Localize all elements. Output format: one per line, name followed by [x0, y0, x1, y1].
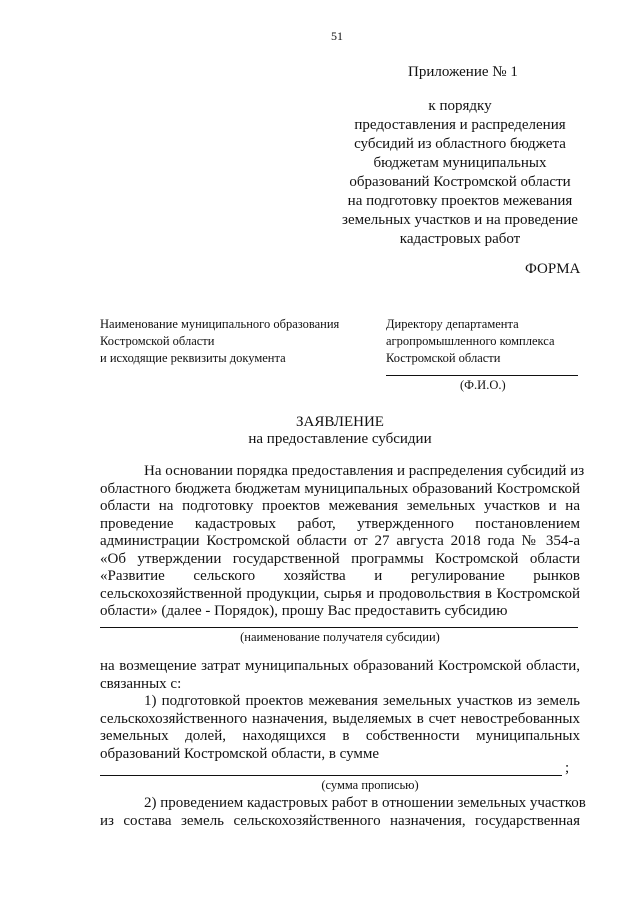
text-line: образований Костромской области, в сумме — [100, 745, 380, 762]
appendix-line: на подготовку проектов межевания — [347, 193, 573, 209]
document-subheading: на предоставление субсидии — [248, 431, 432, 447]
document-heading: ЗАЯВЛЕНИЕ — [296, 414, 384, 430]
text-line: области на подготовку проектов межевания земельных участков и на — [100, 498, 580, 514]
text-line: связанных с: — [100, 675, 182, 692]
text-line: из состава земель сельскохозяйственного назначения, государственная — [100, 812, 580, 829]
text-line: проведение кадастровых работ, утвержденного постановлением — [100, 515, 580, 532]
addressee-line: агропромышленного комплекса — [386, 334, 555, 348]
addressee — [386, 316, 555, 367]
recipient-caption: (наименование получателя субсидии) — [240, 630, 440, 644]
text-line: На основании порядка предоставления и распределения субсидий из — [144, 463, 585, 479]
semicolon: ; — [565, 760, 570, 776]
text-line: «Развитие сельского хозяйства и регулирование рынков — [100, 568, 580, 584]
addressee-line: Костромской области — [386, 351, 501, 365]
appendix-line: кадастровых работ — [399, 231, 521, 247]
sender-line: Костромской области — [100, 334, 215, 348]
text-line: областного бюджета бюджетам муниципальных образований Костромской — [100, 480, 580, 497]
appendix-reference — [340, 97, 580, 249]
sum-caption: (сумма прописью) — [321, 778, 419, 792]
appendix-line: образований Костромской области — [349, 174, 571, 190]
appendix-line: предоставления и распределения — [354, 117, 566, 133]
appendix-line: к порядку — [428, 98, 492, 114]
text-line: на возмещение затрат муниципальных образований Костромской области, — [100, 658, 580, 674]
appendix-title: Приложение № 1 — [408, 64, 518, 80]
recipient-name-line — [100, 627, 578, 628]
appendix-line: субсидий из областного бюджета — [354, 136, 566, 152]
text-line: «Об утверждении государственной программы Костромской области — [100, 550, 580, 567]
item-1 — [100, 693, 580, 763]
page-number: 51 — [331, 29, 343, 43]
text-line: области» (далее - Порядок), прошу Вас предоставить субсидию — [100, 603, 508, 619]
sender-line: Наименование муниципального образования — [100, 317, 340, 331]
text-line: 1) подготовкой проектов межевания земельных участков из земель — [144, 693, 580, 709]
text-line: земельных долей, находящихся в собственности муниципальных — [100, 728, 580, 744]
appendix-line: бюджетам муниципальных — [373, 155, 547, 171]
text-line: сельскохозяйственной продукции, сырья и продовольствия в Костромской — [100, 585, 580, 602]
sum-line — [100, 775, 562, 776]
appendix-line: земельных участков и на проведение — [342, 212, 578, 228]
form-label: ФОРМА — [525, 261, 581, 277]
text-line: администрации Костромской области от 27 августа 2018 года № 354-а — [100, 533, 580, 549]
text-line: сельскохозяйственного назначения, выделяемых в счет невостребованных — [100, 710, 580, 727]
paragraph-purpose — [100, 658, 580, 693]
item-2 — [100, 795, 586, 830]
sender-line: и исходящие реквизиты документа — [100, 351, 286, 365]
paragraph-basis — [100, 463, 585, 621]
text-line: 2) проведением кадастровых работ в отношении земельных участков — [144, 795, 586, 811]
sender-details — [100, 316, 339, 367]
addressee-line: Директору департамента — [386, 317, 519, 331]
fio-signature-line — [386, 375, 578, 376]
fio-caption: (Ф.И.О.) — [460, 378, 506, 392]
